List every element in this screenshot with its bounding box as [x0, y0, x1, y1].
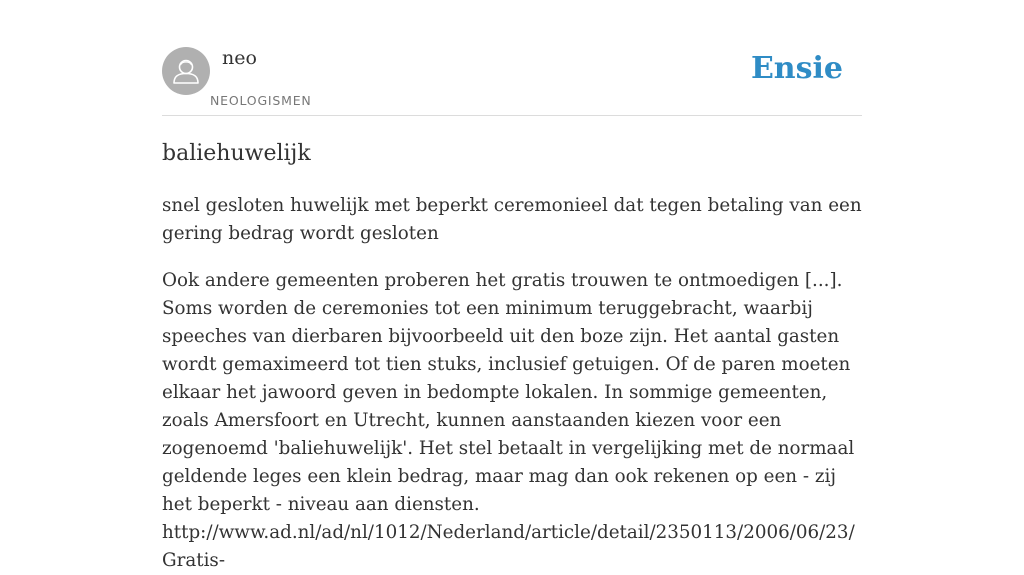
user-icon: [162, 47, 210, 95]
entry-definition: snel gesloten huwelijk met beperkt ceremonieel dat tegen betaling van een gering bedrag wordt gesloten: [162, 195, 862, 244]
ensie-logo[interactable]: Ensie: [750, 51, 843, 86]
header: [162, 0, 862, 116]
avatar[interactable]: [162, 47, 210, 95]
entry-title: baliehuwelijk: [162, 141, 311, 166]
entry-example: Ook andere gemeenten proberen het gratis trouwen te ontmoedigen [...]. Soms worden de ceremonies tot een minimum teruggebracht, waarbij speeches van dierbaren bijvoorbeeld uit den boze zijn. Het aantal gasten wordt gemaximeerd tot tien stuks, inclusief getuigen. Of de paren moeten elkaar het jawoord geven in bedompte lokalen. In sommige gemeenten, zoals Amersfoort en Utrecht, kunnen aanstaanden kiezen voor een zogenoemd 'baliehuwelijk'. Het stel betaalt in vergelijking met de normaal geldende leges een klein bedrag, maar mag dan ook rekenen op een - zij het beperkt - niveau aan diensten. http://www.ad.nl/ad/nl/1012/Nederland/article/detail/2350113/2006/06/23/Gratis-: [162, 270, 855, 571]
category-label[interactable]: NEOLOGISMEN: [210, 93, 312, 108]
page: [162, 0, 862, 571]
username-link[interactable]: neo: [222, 47, 257, 69]
